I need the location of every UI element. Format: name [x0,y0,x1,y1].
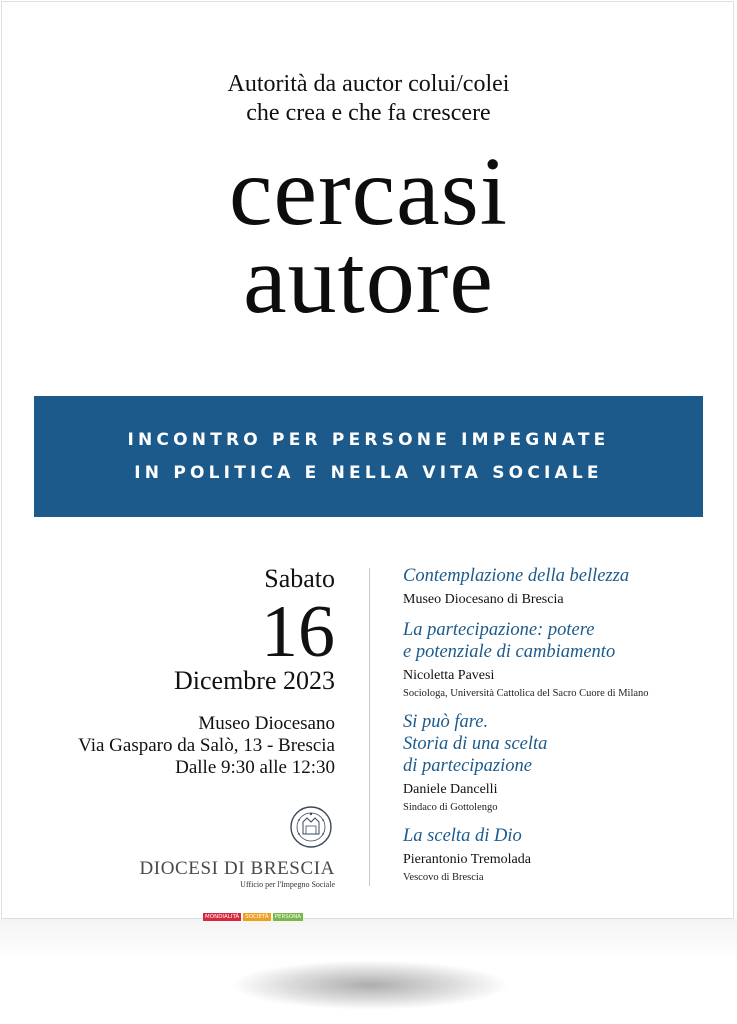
program-list [403,565,723,895]
program-speaker-role: Sindaco di Gottolengo [403,802,498,813]
banner-line: INCONTRO PER PERSONE IMPEGNATE [127,429,610,450]
program-title-line: Storia di una scelta [403,734,548,754]
program-title-line: La partecipazione: potere [403,620,595,640]
program-title [403,565,723,587]
program-speaker-role: Sociologa, Università Cattolica del Sacro Cuore di Milano [403,688,649,699]
title-line: autore [243,226,494,334]
program-speaker: Museo Diocesano di Brescia [403,592,564,607]
event-day-number: 16 [261,591,335,673]
program-item [403,619,723,701]
tag-mondialita: MONDIALITÀ [205,914,240,920]
pre-title [0,70,737,128]
pre-title-line: che crea e che fa crescere [246,100,491,126]
event-details [15,563,335,779]
organizer-tags [203,913,303,921]
drop-shadow [230,960,510,1010]
program-title-line: Contemplazione della bellezza [403,566,630,586]
program-title [403,711,723,777]
event-banner [34,396,703,517]
organizer-subtitle: Ufficio per l'Impegno Sociale [240,880,335,889]
program-speaker: Nicoletta Pavesi [403,668,495,683]
program-item [403,711,723,815]
program-item [403,825,723,885]
venue-address: Via Gasparo da Salò, 13 - Brescia [78,735,335,756]
program-title-line: e potenziale di cambiamento [403,642,616,662]
program-title-line: Si può fare. [403,712,489,732]
column-divider [369,568,370,886]
event-month-year: Dicembre 2023 [173,666,335,695]
program-title-line: La scelta di Dio [403,826,522,846]
main-title [0,138,737,334]
venue-name: Museo Diocesano [198,713,335,734]
tag-societa: SOCIETÀ [245,914,269,920]
diocese-seal-icon [289,802,333,852]
program-speaker: Daniele Dancelli [403,782,498,797]
program-title-line: di partecipazione [403,756,532,776]
program-item [403,565,723,609]
event-day-name: Sabato [264,564,335,593]
event-time: Dalle 9:30 alle 12:30 [175,757,335,778]
pre-title-line: Autorità da auctor colui/colei [227,71,510,97]
program-title [403,619,723,663]
program-speaker-role: Vescovo di Brescia [403,872,484,883]
organizer-name: DIOCESI DI BRESCIA [139,858,335,879]
tag-persona: PERSONA [274,914,301,920]
program-speaker: Pierantonio Tremolada [403,852,531,867]
title-line: cercasi [229,138,508,246]
banner-line: IN POLITICA E NELLA VITA SOCIALE [134,462,603,483]
program-title [403,825,723,847]
event-venue [15,713,335,779]
